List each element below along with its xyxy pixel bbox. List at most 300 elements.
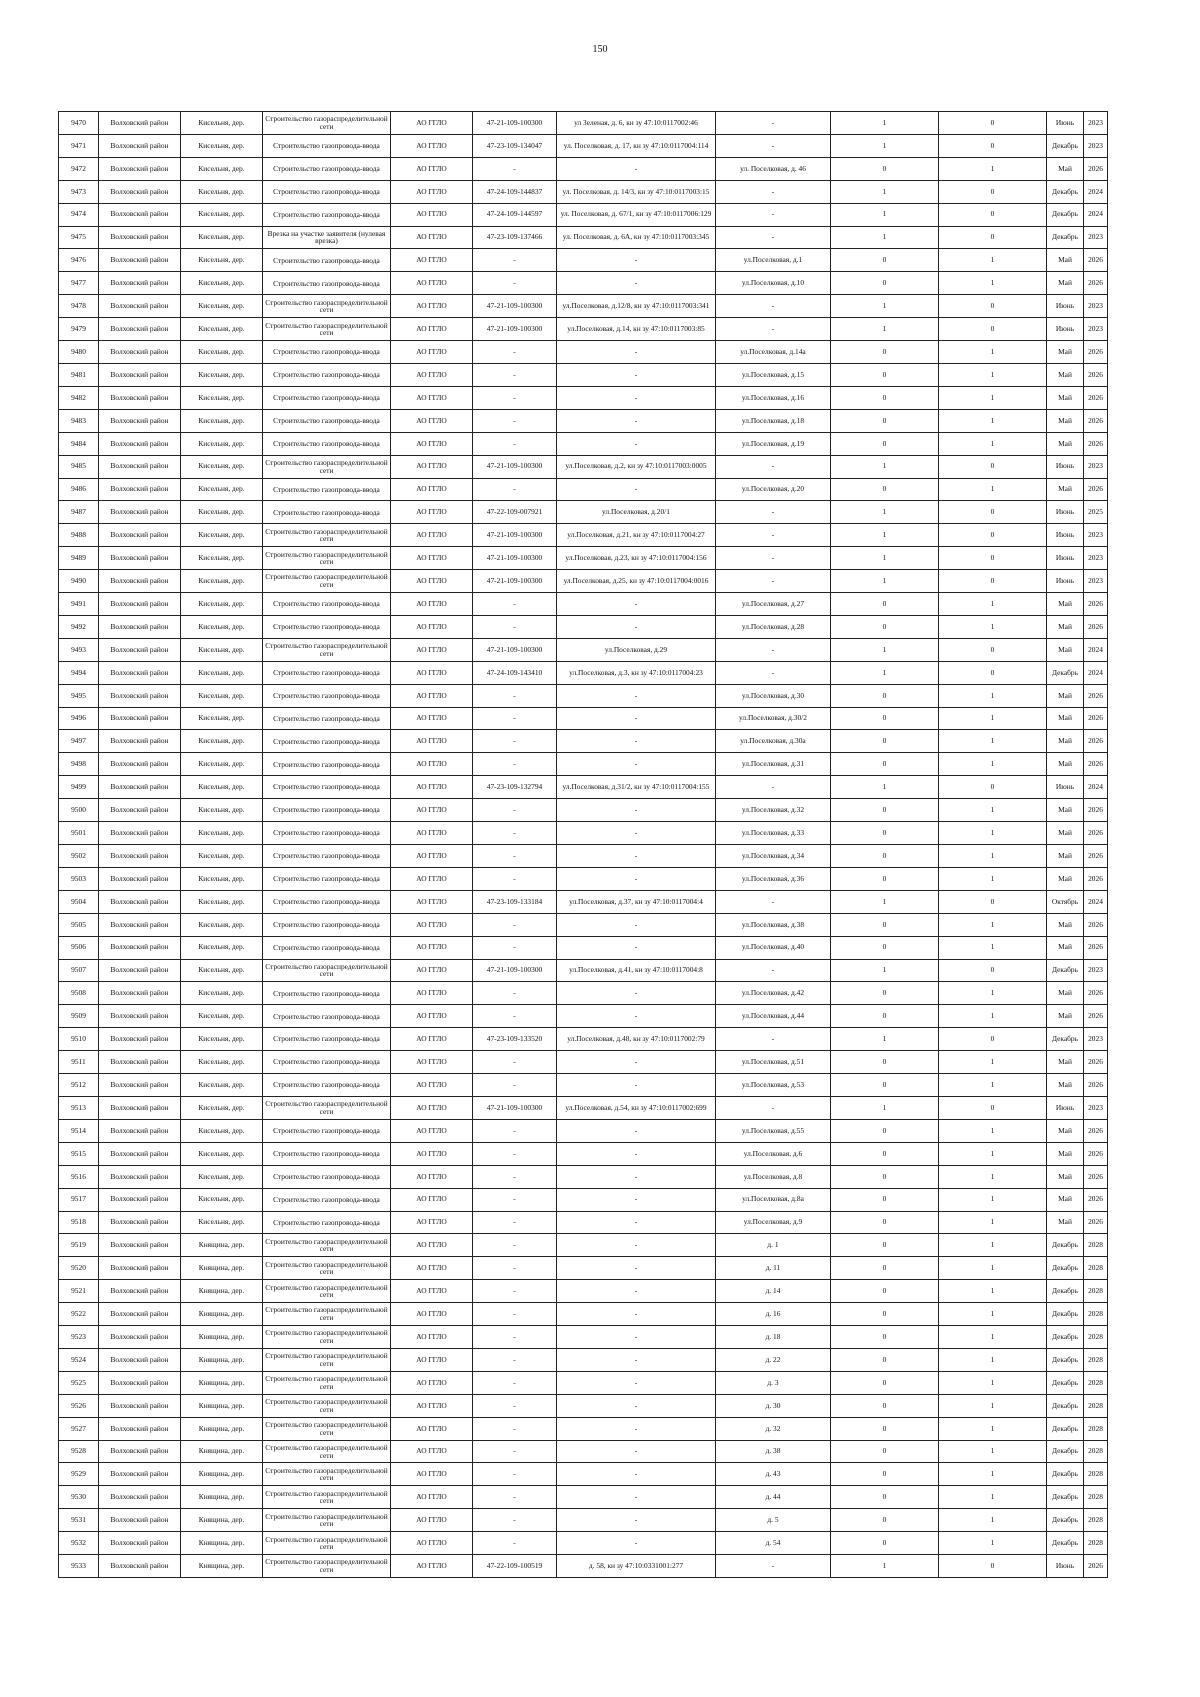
- count-a-cell: 0: [831, 1005, 939, 1028]
- work-type-cell: Строительство газопровода-ввода: [263, 776, 391, 799]
- work-type-cell: Строительство газораспределительной сети: [263, 1555, 391, 1578]
- year-cell: 2024: [1084, 638, 1108, 661]
- year-cell: 2026: [1084, 867, 1108, 890]
- row-number: 9519: [59, 1234, 99, 1257]
- address-cell: -: [716, 318, 831, 341]
- year-cell: 2028: [1084, 1440, 1108, 1463]
- row-number: 9513: [59, 1096, 99, 1119]
- year-cell: 2026: [1084, 409, 1108, 432]
- cadastral-address-cell: -: [557, 845, 716, 868]
- year-cell: 2026: [1084, 1119, 1108, 1142]
- month-cell: Декабрь: [1047, 1371, 1084, 1394]
- table-row: [59, 822, 1108, 845]
- address-cell: ул.Поселковая, д.18: [716, 409, 831, 432]
- row-number: 9486: [59, 478, 99, 501]
- organization-cell: АО ГГЛО: [391, 638, 473, 661]
- table-row: [59, 1142, 1108, 1165]
- cadastral-address-cell: -: [557, 1280, 716, 1303]
- district-cell: Волховский район: [99, 1326, 181, 1349]
- permit-number-cell: 47-24-109-144597: [473, 203, 557, 226]
- organization-cell: АО ГГЛО: [391, 1303, 473, 1326]
- work-type-cell: Строительство газопровода-ввода: [263, 1211, 391, 1234]
- address-cell: ул.Поселковая, д.1: [716, 249, 831, 272]
- permit-number-cell: 47-23-109-133184: [473, 890, 557, 913]
- organization-cell: АО ГГЛО: [391, 615, 473, 638]
- work-type-cell: Строительство газопровода-ввода: [263, 157, 391, 180]
- count-a-cell: 1: [831, 524, 939, 547]
- work-type-cell: Строительство газопровода-ввода: [263, 707, 391, 730]
- count-a-cell: 0: [831, 1440, 939, 1463]
- organization-cell: АО ГГЛО: [391, 1074, 473, 1097]
- organization-cell: АО ГГЛО: [391, 1371, 473, 1394]
- count-b-cell: 1: [939, 982, 1047, 1005]
- permit-number-cell: -: [473, 913, 557, 936]
- month-cell: Май: [1047, 432, 1084, 455]
- row-number: 9505: [59, 913, 99, 936]
- count-a-cell: 0: [831, 409, 939, 432]
- district-cell: Волховский район: [99, 272, 181, 295]
- district-cell: Волховский район: [99, 1188, 181, 1211]
- locality-cell: Кисельня, дер.: [181, 776, 263, 799]
- row-number: 9493: [59, 638, 99, 661]
- count-b-cell: 1: [939, 867, 1047, 890]
- count-a-cell: 1: [831, 1555, 939, 1578]
- address-cell: д. 16: [716, 1303, 831, 1326]
- year-cell: 2028: [1084, 1509, 1108, 1532]
- cadastral-address-cell: -: [557, 1509, 716, 1532]
- count-b-cell: 1: [939, 1165, 1047, 1188]
- district-cell: Волховский район: [99, 409, 181, 432]
- cadastral-address-cell: -: [557, 1211, 716, 1234]
- cadastral-address-cell: -: [557, 478, 716, 501]
- count-b-cell: 1: [939, 1463, 1047, 1486]
- count-a-cell: 0: [831, 936, 939, 959]
- cadastral-address-cell: ул.Поселковая, д.31/2, кн зу 47:10:0117004:155: [557, 776, 716, 799]
- month-cell: Май: [1047, 1188, 1084, 1211]
- cadastral-address-cell: -: [557, 1074, 716, 1097]
- row-number: 9484: [59, 432, 99, 455]
- permit-number-cell: 47-23-109-133520: [473, 1028, 557, 1051]
- row-number: 9488: [59, 524, 99, 547]
- district-cell: Волховский район: [99, 180, 181, 203]
- work-type-cell: Строительство газопровода-ввода: [263, 180, 391, 203]
- cadastral-address-cell: -: [557, 867, 716, 890]
- year-cell: 2028: [1084, 1532, 1108, 1555]
- count-a-cell: 0: [831, 157, 939, 180]
- district-cell: Волховский район: [99, 890, 181, 913]
- table-row: [59, 845, 1108, 868]
- cadastral-address-cell: -: [557, 1463, 716, 1486]
- organization-cell: АО ГГЛО: [391, 157, 473, 180]
- cadastral-address-cell: ул. Поселковая, д. 14/3, кн зу 47:10:0117003:15: [557, 180, 716, 203]
- permit-number-cell: -: [473, 1074, 557, 1097]
- count-a-cell: 0: [831, 1051, 939, 1074]
- work-type-cell: Строительство газопровода-ввода: [263, 822, 391, 845]
- month-cell: Май: [1047, 157, 1084, 180]
- work-type-cell: Строительство газораспределительной сети: [263, 1463, 391, 1486]
- cadastral-address-cell: -: [557, 1119, 716, 1142]
- cadastral-address-cell: -: [557, 730, 716, 753]
- locality-cell: Кисельня, дер.: [181, 799, 263, 822]
- organization-cell: АО ГГЛО: [391, 593, 473, 616]
- work-type-cell: Строительство газопровода-ввода: [263, 1142, 391, 1165]
- row-number: 9512: [59, 1074, 99, 1097]
- district-cell: Волховский район: [99, 1348, 181, 1371]
- count-b-cell: 1: [939, 822, 1047, 845]
- year-cell: 2024: [1084, 890, 1108, 913]
- address-cell: д. 30: [716, 1394, 831, 1417]
- count-b-cell: 0: [939, 570, 1047, 593]
- cadastral-address-cell: -: [557, 936, 716, 959]
- month-cell: Декабрь: [1047, 1303, 1084, 1326]
- work-type-cell: Строительство газопровода-ввода: [263, 134, 391, 157]
- row-number: 9517: [59, 1188, 99, 1211]
- month-cell: Декабрь: [1047, 180, 1084, 203]
- address-cell: д. 38: [716, 1440, 831, 1463]
- year-cell: 2024: [1084, 180, 1108, 203]
- permit-number-cell: -: [473, 1188, 557, 1211]
- count-b-cell: 0: [939, 318, 1047, 341]
- table-row: [59, 1440, 1108, 1463]
- address-cell: -: [716, 501, 831, 524]
- year-cell: 2026: [1084, 363, 1108, 386]
- work-type-cell: Строительство газораспределительной сети: [263, 1257, 391, 1280]
- row-number: 9490: [59, 570, 99, 593]
- table-row: [59, 226, 1108, 249]
- permit-number-cell: -: [473, 1348, 557, 1371]
- row-number: 9533: [59, 1555, 99, 1578]
- address-cell: ул.Поселковая, д.15: [716, 363, 831, 386]
- count-b-cell: 0: [939, 1028, 1047, 1051]
- permit-number-cell: 47-24-109-144837: [473, 180, 557, 203]
- address-cell: ул.Поселковая, д.33: [716, 822, 831, 845]
- work-type-cell: Строительство газораспределительной сети: [263, 1280, 391, 1303]
- organization-cell: АО ГГЛО: [391, 753, 473, 776]
- organization-cell: АО ГГЛО: [391, 1486, 473, 1509]
- row-number: 9500: [59, 799, 99, 822]
- locality-cell: Кисельня, дер.: [181, 1188, 263, 1211]
- organization-cell: АО ГГЛО: [391, 524, 473, 547]
- table-row: [59, 203, 1108, 226]
- count-a-cell: 0: [831, 249, 939, 272]
- locality-cell: Кисельня, дер.: [181, 249, 263, 272]
- count-a-cell: 0: [831, 822, 939, 845]
- table-row: [59, 1303, 1108, 1326]
- district-cell: Волховский район: [99, 1142, 181, 1165]
- month-cell: Июнь: [1047, 501, 1084, 524]
- address-cell: -: [716, 570, 831, 593]
- locality-cell: Кисельня, дер.: [181, 867, 263, 890]
- cadastral-address-cell: ул. Поселковая, д. 67/1, кн зу 47:10:0117006:129: [557, 203, 716, 226]
- count-a-cell: 0: [831, 272, 939, 295]
- work-type-cell: Строительство газопровода-ввода: [263, 1005, 391, 1028]
- locality-cell: Кисельня, дер.: [181, 341, 263, 364]
- organization-cell: АО ГГЛО: [391, 363, 473, 386]
- address-cell: д. 43: [716, 1463, 831, 1486]
- work-type-cell: Строительство газораспределительной сети: [263, 547, 391, 570]
- organization-cell: АО ГГЛО: [391, 1028, 473, 1051]
- month-cell: Май: [1047, 1074, 1084, 1097]
- locality-cell: Кисельня, дер.: [181, 753, 263, 776]
- address-cell: ул.Поселковая, д.16: [716, 386, 831, 409]
- locality-cell: Кисельня, дер.: [181, 661, 263, 684]
- cadastral-address-cell: ул.Поселковая, д.20/1: [557, 501, 716, 524]
- count-a-cell: 0: [831, 341, 939, 364]
- month-cell: Июнь: [1047, 295, 1084, 318]
- address-cell: д. 18: [716, 1326, 831, 1349]
- district-cell: Волховский район: [99, 1165, 181, 1188]
- permit-number-cell: -: [473, 478, 557, 501]
- locality-cell: Кисельня, дер.: [181, 936, 263, 959]
- table-row: [59, 1486, 1108, 1509]
- count-b-cell: 1: [939, 1051, 1047, 1074]
- month-cell: Декабрь: [1047, 203, 1084, 226]
- address-cell: -: [716, 524, 831, 547]
- row-number: 9516: [59, 1165, 99, 1188]
- cadastral-address-cell: ул. Поселковая, д. 6А, кн зу 47:10:0117003:345: [557, 226, 716, 249]
- locality-cell: Кисельня, дер.: [181, 363, 263, 386]
- count-a-cell: 0: [831, 1234, 939, 1257]
- cadastral-address-cell: -: [557, 1234, 716, 1257]
- count-a-cell: 0: [831, 982, 939, 1005]
- row-number: 9483: [59, 409, 99, 432]
- district-cell: Волховский район: [99, 524, 181, 547]
- organization-cell: АО ГГЛО: [391, 1348, 473, 1371]
- organization-cell: АО ГГЛО: [391, 409, 473, 432]
- month-cell: Май: [1047, 822, 1084, 845]
- organization-cell: АО ГГЛО: [391, 432, 473, 455]
- count-a-cell: 1: [831, 1028, 939, 1051]
- district-cell: Волховский район: [99, 936, 181, 959]
- locality-cell: Кисельня, дер.: [181, 134, 263, 157]
- count-b-cell: 1: [939, 1348, 1047, 1371]
- row-number: 9530: [59, 1486, 99, 1509]
- month-cell: Декабрь: [1047, 1348, 1084, 1371]
- table-row: [59, 1417, 1108, 1440]
- permit-number-cell: 47-21-109-100300: [473, 455, 557, 478]
- permit-number-cell: -: [473, 1165, 557, 1188]
- permit-number-cell: -: [473, 1119, 557, 1142]
- locality-cell: Княщина, дер.: [181, 1509, 263, 1532]
- district-cell: Волховский район: [99, 638, 181, 661]
- work-type-cell: Строительство газопровода-ввода: [263, 684, 391, 707]
- count-b-cell: 0: [939, 524, 1047, 547]
- count-b-cell: 0: [939, 180, 1047, 203]
- permit-number-cell: -: [473, 1394, 557, 1417]
- address-cell: ул.Поселковая, д.53: [716, 1074, 831, 1097]
- district-cell: Волховский район: [99, 1417, 181, 1440]
- month-cell: Май: [1047, 638, 1084, 661]
- count-b-cell: 1: [939, 730, 1047, 753]
- cadastral-address-cell: -: [557, 1303, 716, 1326]
- year-cell: 2026: [1084, 753, 1108, 776]
- organization-cell: АО ГГЛО: [391, 1142, 473, 1165]
- month-cell: Май: [1047, 913, 1084, 936]
- locality-cell: Кисельня, дер.: [181, 180, 263, 203]
- address-cell: ул. Поселковая, д. 46: [716, 157, 831, 180]
- work-type-cell: Строительство газораспределительной сети: [263, 318, 391, 341]
- count-a-cell: 0: [831, 1211, 939, 1234]
- work-type-cell: Строительство газопровода-ввода: [263, 867, 391, 890]
- district-cell: Волховский район: [99, 661, 181, 684]
- district-cell: Волховский район: [99, 1257, 181, 1280]
- organization-cell: АО ГГЛО: [391, 959, 473, 982]
- locality-cell: Кисельня, дер.: [181, 982, 263, 1005]
- locality-cell: Кисельня, дер.: [181, 959, 263, 982]
- row-number: 9506: [59, 936, 99, 959]
- work-type-cell: Строительство газопровода-ввода: [263, 1165, 391, 1188]
- permit-number-cell: -: [473, 157, 557, 180]
- address-cell: д. 5: [716, 1509, 831, 1532]
- count-a-cell: 0: [831, 1417, 939, 1440]
- count-b-cell: 1: [939, 386, 1047, 409]
- permit-number-cell: 47-23-109-137466: [473, 226, 557, 249]
- address-cell: д. 11: [716, 1257, 831, 1280]
- cadastral-address-cell: -: [557, 1394, 716, 1417]
- cadastral-address-cell: ул.Поселковая, д.3, кн зу 47:10:0117004:23: [557, 661, 716, 684]
- month-cell: Май: [1047, 341, 1084, 364]
- count-b-cell: 1: [939, 249, 1047, 272]
- locality-cell: Княщина, дер.: [181, 1532, 263, 1555]
- month-cell: Май: [1047, 409, 1084, 432]
- month-cell: Май: [1047, 867, 1084, 890]
- organization-cell: АО ГГЛО: [391, 1509, 473, 1532]
- address-cell: -: [716, 638, 831, 661]
- district-cell: Волховский район: [99, 1074, 181, 1097]
- count-b-cell: 0: [939, 501, 1047, 524]
- permit-number-cell: -: [473, 799, 557, 822]
- count-a-cell: 1: [831, 1096, 939, 1119]
- row-number: 9497: [59, 730, 99, 753]
- organization-cell: АО ГГЛО: [391, 982, 473, 1005]
- work-type-cell: Строительство газораспределительной сети: [263, 1326, 391, 1349]
- cadastral-address-cell: -: [557, 707, 716, 730]
- month-cell: Октябрь: [1047, 890, 1084, 913]
- row-number: 9485: [59, 455, 99, 478]
- work-type-cell: Строительство газораспределительной сети: [263, 112, 391, 135]
- table-row: [59, 295, 1108, 318]
- row-number: 9476: [59, 249, 99, 272]
- year-cell: 2028: [1084, 1394, 1108, 1417]
- work-type-cell: Строительство газораспределительной сети: [263, 1394, 391, 1417]
- table-row: [59, 1211, 1108, 1234]
- address-cell: -: [716, 890, 831, 913]
- year-cell: 2028: [1084, 1280, 1108, 1303]
- permit-number-cell: -: [473, 1005, 557, 1028]
- row-number: 9518: [59, 1211, 99, 1234]
- address-cell: -: [716, 776, 831, 799]
- work-type-cell: Строительство газораспределительной сети: [263, 959, 391, 982]
- locality-cell: Кисельня, дер.: [181, 845, 263, 868]
- organization-cell: АО ГГЛО: [391, 890, 473, 913]
- permit-number-cell: -: [473, 363, 557, 386]
- table-row: [59, 1028, 1108, 1051]
- address-cell: д. 1: [716, 1234, 831, 1257]
- year-cell: 2028: [1084, 1463, 1108, 1486]
- locality-cell: Княщина, дер.: [181, 1463, 263, 1486]
- locality-cell: Княщина, дер.: [181, 1303, 263, 1326]
- locality-cell: Кисельня, дер.: [181, 593, 263, 616]
- locality-cell: Кисельня, дер.: [181, 1051, 263, 1074]
- permit-number-cell: -: [473, 1051, 557, 1074]
- permit-number-cell: 47-21-109-100300: [473, 570, 557, 593]
- locality-cell: Княщина, дер.: [181, 1555, 263, 1578]
- count-b-cell: 0: [939, 455, 1047, 478]
- organization-cell: АО ГГЛО: [391, 867, 473, 890]
- year-cell: 2023: [1084, 1028, 1108, 1051]
- work-type-cell: Строительство газопровода-ввода: [263, 936, 391, 959]
- month-cell: Декабрь: [1047, 1394, 1084, 1417]
- address-cell: ул.Поселковая, д.32: [716, 799, 831, 822]
- cadastral-address-cell: ул.Поселковая, д.25, кн зу 47:10:0117004:0016: [557, 570, 716, 593]
- organization-cell: АО ГГЛО: [391, 730, 473, 753]
- locality-cell: Кисельня, дер.: [181, 684, 263, 707]
- year-cell: 2023: [1084, 226, 1108, 249]
- count-b-cell: 1: [939, 363, 1047, 386]
- row-number: 9472: [59, 157, 99, 180]
- row-number: 9499: [59, 776, 99, 799]
- permit-number-cell: -: [473, 593, 557, 616]
- count-a-cell: 0: [831, 593, 939, 616]
- permit-number-cell: -: [473, 1440, 557, 1463]
- year-cell: 2026: [1084, 1555, 1108, 1578]
- locality-cell: Кисельня, дер.: [181, 1211, 263, 1234]
- table-row: [59, 959, 1108, 982]
- work-type-cell: Строительство газораспределительной сети: [263, 1509, 391, 1532]
- address-cell: -: [716, 295, 831, 318]
- permit-number-cell: -: [473, 341, 557, 364]
- cadastral-address-cell: -: [557, 157, 716, 180]
- work-type-cell: Строительство газопровода-ввода: [263, 249, 391, 272]
- cadastral-address-cell: -: [557, 1440, 716, 1463]
- address-cell: ул.Поселковая, д.30а: [716, 730, 831, 753]
- work-type-cell: Строительство газопровода-ввода: [263, 272, 391, 295]
- count-a-cell: 0: [831, 1257, 939, 1280]
- row-number: 9526: [59, 1394, 99, 1417]
- locality-cell: Кисельня, дер.: [181, 295, 263, 318]
- permit-number-cell: -: [473, 1509, 557, 1532]
- count-b-cell: 1: [939, 1005, 1047, 1028]
- count-b-cell: 1: [939, 1119, 1047, 1142]
- row-number: 9504: [59, 890, 99, 913]
- row-number: 9494: [59, 661, 99, 684]
- organization-cell: АО ГГЛО: [391, 226, 473, 249]
- district-cell: Волховский район: [99, 1509, 181, 1532]
- address-cell: д. 3: [716, 1371, 831, 1394]
- cadastral-address-cell: -: [557, 1051, 716, 1074]
- district-cell: Волховский район: [99, 203, 181, 226]
- count-a-cell: 0: [831, 1280, 939, 1303]
- address-cell: ул.Поселковая, д.8: [716, 1165, 831, 1188]
- count-b-cell: 1: [939, 1532, 1047, 1555]
- permit-number-cell: -: [473, 386, 557, 409]
- row-number: 9502: [59, 845, 99, 868]
- table-row: [59, 524, 1108, 547]
- table-row: [59, 432, 1108, 455]
- count-a-cell: 0: [831, 913, 939, 936]
- cadastral-address-cell: -: [557, 1142, 716, 1165]
- table-row: [59, 1280, 1108, 1303]
- district-cell: Волховский район: [99, 157, 181, 180]
- count-a-cell: 0: [831, 1165, 939, 1188]
- address-cell: ул.Поселковая, д.55: [716, 1119, 831, 1142]
- year-cell: 2026: [1084, 432, 1108, 455]
- count-b-cell: 0: [939, 1096, 1047, 1119]
- work-type-cell: Строительство газопровода-ввода: [263, 730, 391, 753]
- district-cell: Волховский район: [99, 1463, 181, 1486]
- work-type-cell: Строительство газопровода-ввода: [263, 1051, 391, 1074]
- month-cell: Май: [1047, 982, 1084, 1005]
